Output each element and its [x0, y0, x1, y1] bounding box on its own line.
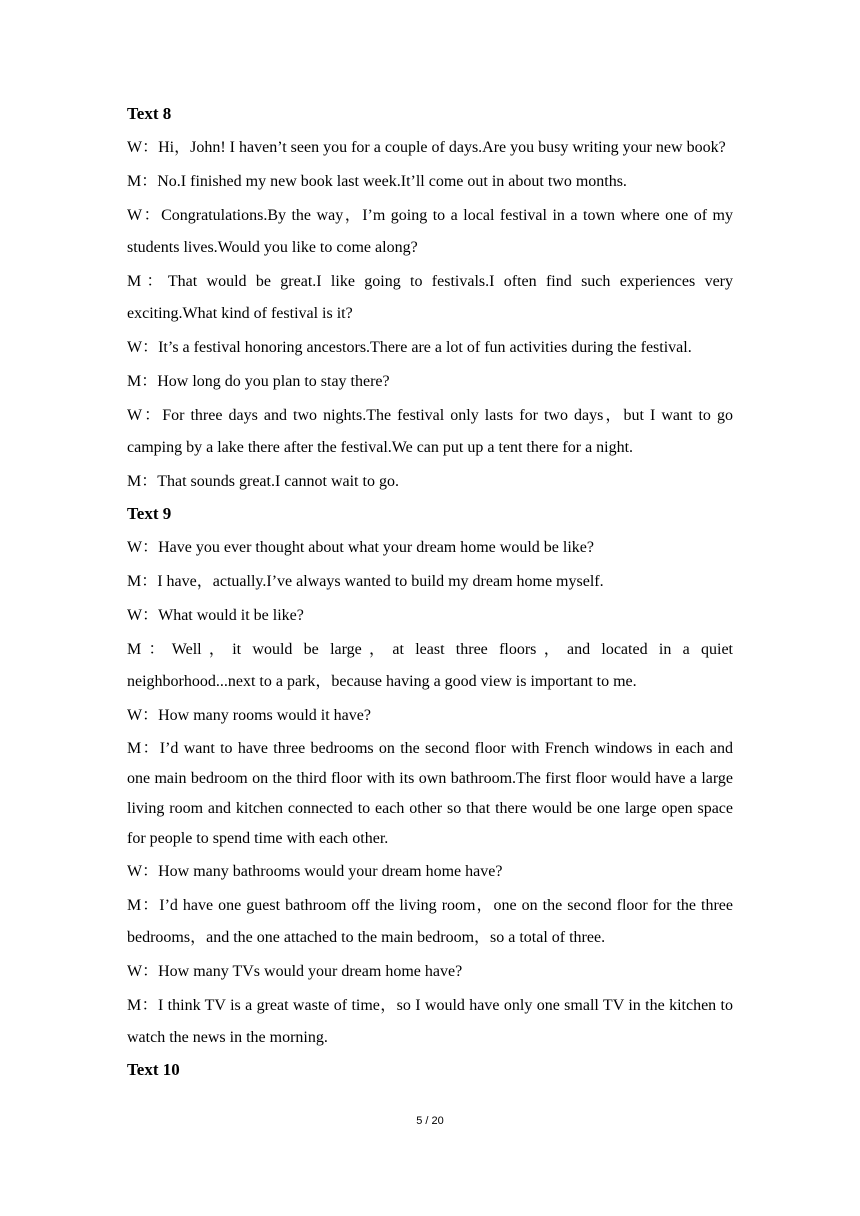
section-heading-text-9: Text 9	[127, 504, 172, 523]
dialogue-line: W：How many bathrooms would your dream home have?	[127, 863, 503, 880]
dialogue-line: M：How long do you plan to stay there?	[127, 373, 390, 390]
dialogue-line: M：I’d have one guest bathroom off the living room，one on the second floor for the three bedrooms，and the one attached to the main bedroom，so a total of three.	[127, 897, 733, 946]
dialogue-line: W：Have you ever thought about what your dream home would be like?	[127, 539, 594, 556]
section-heading-text-10: Text 10	[127, 1060, 180, 1079]
dialogue-line: W：For three days and two nights.The festival only lasts for two days，but I want to go camping by a lake there after the festival.We can put up a tent there for a night.	[127, 407, 733, 456]
dialogue-line: M：I’d want to have three bedrooms on the second floor with French windows in each and one main bedroom on the third floor with its own bathroom.The first floor would have a large living room and kitchen connected to each other so that there would be one large open space for people to spend time with each other.	[127, 740, 733, 847]
dialogue-line: M：I think TV is a great waste of time，so I would have only one small TV in the kitchen to watch the news in the morning.	[127, 997, 733, 1046]
dialogue-line: M：I have，actually.I’ve always wanted to build my dream home myself.	[127, 573, 604, 590]
dialogue-line: M：No.I finished my new book last week.It’ll come out in about two months.	[127, 173, 627, 190]
dialogue-line: W：It’s a festival honoring ancestors.There are a lot of fun activities during the festival.	[127, 339, 692, 356]
dialogue-line: W：How many rooms would it have?	[127, 707, 371, 724]
dialogue-line: M：Well，it would be large，at least three floors，and located in a quiet neighborhood...next to a park，because having a good view is important to me.	[127, 641, 733, 690]
dialogue-line: M：That sounds great.I cannot wait to go.	[127, 473, 399, 490]
page-number: 5 / 20	[416, 1115, 444, 1127]
section-heading-text-8: Text 8	[127, 104, 172, 123]
page-content	[127, 100, 733, 1088]
dialogue-line: W：What would it be like?	[127, 607, 304, 624]
dialogue-line: M：That would be great.I like going to festivals.I often find such experiences very exciting.What kind of festival is it?	[127, 273, 733, 322]
dialogue-line: W：Hi，John! I haven’t seen you for a couple of days.Are you busy writing your new book?	[127, 139, 726, 156]
dialogue-line: W：Congratulations.By the way，I’m going to a local festival in a town where one of my students lives.Would you like to come along?	[127, 207, 733, 256]
dialogue-line: W：How many TVs would your dream home have?	[127, 963, 463, 980]
